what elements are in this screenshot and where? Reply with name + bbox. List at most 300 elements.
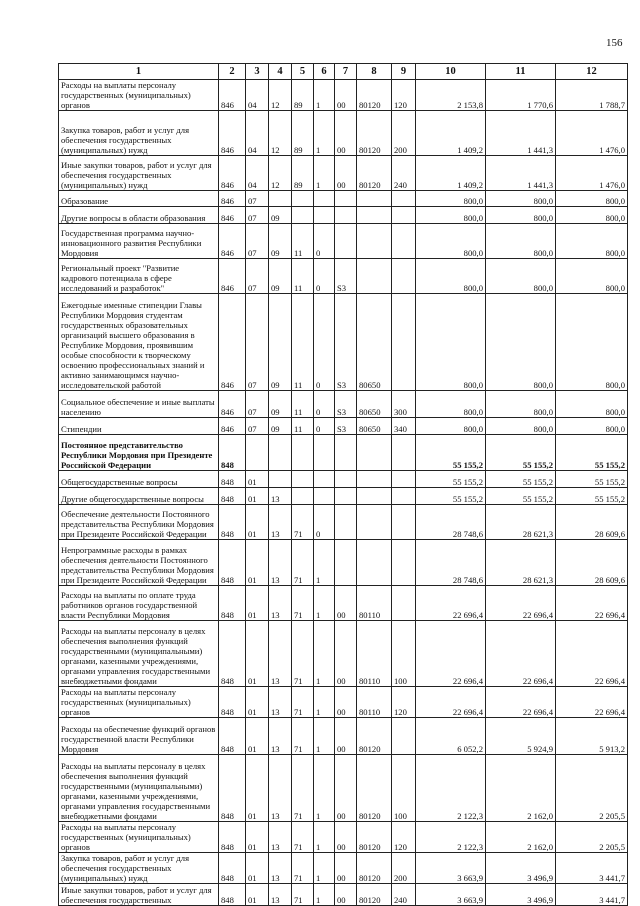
subsection-code-cell xyxy=(269,191,292,207)
subsection-code-cell xyxy=(269,435,292,471)
amount-col11-cell: 28 621,3 xyxy=(486,540,556,586)
expense-type-code-cell: 100 xyxy=(392,755,416,822)
amount-col12-cell: 800,0 xyxy=(556,259,628,294)
subprogram-code-cell xyxy=(314,207,335,224)
program-code-cell: 71 xyxy=(292,718,314,755)
header-cell: 11 xyxy=(486,64,556,80)
header-cell: 7 xyxy=(335,64,357,80)
item-name-cell: Закупка товаров, работ и услуг для обеспечения государственных (муниципальных) нужд xyxy=(59,111,219,156)
item-name-cell: Государственная программа научно-инновационного развития Республики Мордовия xyxy=(59,224,219,259)
direction-code-cell xyxy=(357,540,392,586)
amount-col12-cell: 800,0 xyxy=(556,207,628,224)
section-code-cell: 07 xyxy=(246,224,269,259)
subsection-code-cell xyxy=(269,471,292,488)
expense-type-code-cell: 100 xyxy=(392,621,416,687)
item-name-cell: Образование xyxy=(59,191,219,207)
program-code-cell: 89 xyxy=(292,156,314,191)
ministry-code-cell: 848 xyxy=(219,540,246,586)
ministry-code-cell: 848 xyxy=(219,822,246,853)
amount-col11-cell: 1 770,6 xyxy=(486,80,556,111)
project-code-cell: 00 xyxy=(335,755,357,822)
subsection-code-cell: 13 xyxy=(269,540,292,586)
ministry-code-cell: 848 xyxy=(219,586,246,621)
program-code-cell: 71 xyxy=(292,586,314,621)
direction-code-cell: 80120 xyxy=(357,111,392,156)
direction-code-cell xyxy=(357,505,392,540)
item-name-cell: Другие вопросы в области образования xyxy=(59,207,219,224)
amount-col12-cell: 2 205,5 xyxy=(556,822,628,853)
expense-type-code-cell xyxy=(392,505,416,540)
direction-code-cell: 80120 xyxy=(357,822,392,853)
table-row xyxy=(59,505,628,540)
program-code-cell: 71 xyxy=(292,621,314,687)
direction-code-cell: 80120 xyxy=(357,80,392,111)
program-code-cell xyxy=(292,471,314,488)
table-row xyxy=(59,259,628,294)
project-code-cell: 00 xyxy=(335,853,357,884)
expense-type-code-cell xyxy=(392,435,416,471)
section-code-cell: 07 xyxy=(246,207,269,224)
ministry-code-cell: 846 xyxy=(219,191,246,207)
amount-col10-cell: 3 663,9 xyxy=(416,884,486,906)
project-code-cell: 00 xyxy=(335,884,357,906)
amount-col11-cell: 22 696,4 xyxy=(486,687,556,718)
expense-type-code-cell: 120 xyxy=(392,822,416,853)
item-name-cell: Ежегодные именные стипендии Главы Республики Мордовия студентам государственных образовательных организаций высшего образования в Республике Мордовия, проявившим особые способности к творческому освоению профессиональных знаний и активно занимающимся научно-исследовательской работой xyxy=(59,294,219,391)
ministry-code-cell: 848 xyxy=(219,718,246,755)
program-code-cell: 71 xyxy=(292,884,314,906)
section-code-cell: 01 xyxy=(246,540,269,586)
section-code-cell: 01 xyxy=(246,718,269,755)
table-row xyxy=(59,80,628,111)
program-code-cell: 71 xyxy=(292,755,314,822)
table-row xyxy=(59,471,628,488)
ministry-code-cell: 848 xyxy=(219,435,246,471)
program-code-cell xyxy=(292,191,314,207)
project-code-cell: S3 xyxy=(335,294,357,391)
project-code-cell xyxy=(335,191,357,207)
program-code-cell: 71 xyxy=(292,540,314,586)
subprogram-code-cell: 1 xyxy=(314,621,335,687)
direction-code-cell: 80110 xyxy=(357,586,392,621)
project-code-cell: 00 xyxy=(335,156,357,191)
amount-col12-cell: 55 155,2 xyxy=(556,435,628,471)
direction-code-cell: 80110 xyxy=(357,621,392,687)
header-row xyxy=(59,64,628,80)
item-name-cell: Закупка товаров, работ и услуг для обеспечения государственных (муниципальных) нужд xyxy=(59,853,219,884)
amount-col12-cell: 3 441,7 xyxy=(556,853,628,884)
amount-col12-cell: 55 155,2 xyxy=(556,488,628,505)
section-code-cell: 04 xyxy=(246,156,269,191)
amount-col10-cell: 2 122,3 xyxy=(416,755,486,822)
subprogram-code-cell xyxy=(314,488,335,505)
expense-type-code-cell xyxy=(392,207,416,224)
subsection-code-cell: 12 xyxy=(269,111,292,156)
table-row xyxy=(59,294,628,391)
header-cell: 5 xyxy=(292,64,314,80)
amount-col10-cell: 2 122,3 xyxy=(416,822,486,853)
ministry-code-cell: 846 xyxy=(219,111,246,156)
subsection-code-cell: 13 xyxy=(269,853,292,884)
header-cell: 12 xyxy=(556,64,628,80)
item-name-cell: Непрограммные расходы в рамках обеспечения деятельности Постоянного представительства Республики Мордовия при Президенте Российской Федерации xyxy=(59,540,219,586)
subsection-code-cell: 13 xyxy=(269,822,292,853)
subprogram-code-cell: 1 xyxy=(314,755,335,822)
project-code-cell xyxy=(335,207,357,224)
subprogram-code-cell: 0 xyxy=(314,418,335,435)
subprogram-code-cell: 0 xyxy=(314,259,335,294)
expense-type-code-cell xyxy=(392,540,416,586)
subprogram-code-cell: 1 xyxy=(314,156,335,191)
table-row xyxy=(59,884,628,906)
direction-code-cell: 80650 xyxy=(357,418,392,435)
subprogram-code-cell: 1 xyxy=(314,540,335,586)
direction-code-cell xyxy=(357,259,392,294)
project-code-cell: S3 xyxy=(335,391,357,418)
item-name-cell: Расходы на выплаты по оплате труда работников органов государственной власти Республики Мордовия xyxy=(59,586,219,621)
amount-col11-cell: 800,0 xyxy=(486,207,556,224)
table-row xyxy=(59,621,628,687)
amount-col12-cell: 800,0 xyxy=(556,191,628,207)
amount-col11-cell: 28 621,3 xyxy=(486,505,556,540)
ministry-code-cell: 846 xyxy=(219,391,246,418)
amount-col12-cell: 55 155,2 xyxy=(556,471,628,488)
amount-col11-cell: 1 441,3 xyxy=(486,156,556,191)
project-code-cell xyxy=(335,540,357,586)
table-row xyxy=(59,586,628,621)
amount-col12-cell: 28 609,6 xyxy=(556,540,628,586)
subsection-code-cell: 13 xyxy=(269,488,292,505)
subprogram-code-cell: 1 xyxy=(314,80,335,111)
item-name-cell: Расходы на выплаты персоналу в целях обеспечения выполнения функций государственными (муниципальными) органами, казенными учреждениями, органами управления государственными внебюджетными фондами xyxy=(59,755,219,822)
expense-type-code-cell: 300 xyxy=(392,391,416,418)
direction-code-cell: 80650 xyxy=(357,391,392,418)
expense-type-code-cell: 120 xyxy=(392,80,416,111)
item-name-cell: Расходы на выплаты персоналу государственных (муниципальных) органов xyxy=(59,687,219,718)
project-code-cell xyxy=(335,435,357,471)
amount-col12-cell: 22 696,4 xyxy=(556,586,628,621)
amount-col11-cell: 55 155,2 xyxy=(486,488,556,505)
subsection-code-cell: 13 xyxy=(269,687,292,718)
subsection-code-cell: 09 xyxy=(269,391,292,418)
ministry-code-cell: 846 xyxy=(219,156,246,191)
program-code-cell: 11 xyxy=(292,418,314,435)
ministry-code-cell: 848 xyxy=(219,884,246,906)
ministry-code-cell: 848 xyxy=(219,621,246,687)
amount-col12-cell: 28 609,6 xyxy=(556,505,628,540)
expense-type-code-cell: 240 xyxy=(392,156,416,191)
budget-table xyxy=(58,63,628,906)
table-row xyxy=(59,156,628,191)
ministry-code-cell: 846 xyxy=(219,224,246,259)
amount-col10-cell: 800,0 xyxy=(416,391,486,418)
subprogram-code-cell xyxy=(314,435,335,471)
amount-col10-cell: 22 696,4 xyxy=(416,586,486,621)
program-code-cell: 11 xyxy=(292,391,314,418)
subsection-code-cell: 13 xyxy=(269,586,292,621)
expense-type-code-cell: 200 xyxy=(392,853,416,884)
section-code-cell: 07 xyxy=(246,391,269,418)
header-cell: 4 xyxy=(269,64,292,80)
amount-col10-cell: 28 748,6 xyxy=(416,505,486,540)
expense-type-code-cell xyxy=(392,488,416,505)
subsection-code-cell: 09 xyxy=(269,259,292,294)
subsection-code-cell: 12 xyxy=(269,80,292,111)
section-code-cell xyxy=(246,435,269,471)
section-code-cell: 01 xyxy=(246,687,269,718)
subsection-code-cell: 13 xyxy=(269,884,292,906)
ministry-code-cell: 846 xyxy=(219,294,246,391)
subsection-code-cell: 13 xyxy=(269,621,292,687)
amount-col10-cell: 800,0 xyxy=(416,294,486,391)
amount-col12-cell: 1 476,0 xyxy=(556,111,628,156)
table-row xyxy=(59,207,628,224)
table-row xyxy=(59,822,628,853)
table-row xyxy=(59,418,628,435)
table-row xyxy=(59,224,628,259)
item-name-cell: Расходы на выплаты персоналу государственных (муниципальных) органов xyxy=(59,80,219,111)
amount-col12-cell: 800,0 xyxy=(556,418,628,435)
subprogram-code-cell: 0 xyxy=(314,391,335,418)
direction-code-cell: 80120 xyxy=(357,156,392,191)
subsection-code-cell: 13 xyxy=(269,755,292,822)
section-code-cell: 01 xyxy=(246,884,269,906)
project-code-cell: 00 xyxy=(335,621,357,687)
ministry-code-cell: 848 xyxy=(219,853,246,884)
project-code-cell xyxy=(335,224,357,259)
ministry-code-cell: 848 xyxy=(219,471,246,488)
project-code-cell: 00 xyxy=(335,718,357,755)
ministry-code-cell: 848 xyxy=(219,687,246,718)
amount-col11-cell: 55 155,2 xyxy=(486,471,556,488)
section-code-cell: 07 xyxy=(246,294,269,391)
amount-col12-cell: 1 476,0 xyxy=(556,156,628,191)
direction-code-cell xyxy=(357,471,392,488)
subprogram-code-cell xyxy=(314,471,335,488)
amount-col11-cell: 55 155,2 xyxy=(486,435,556,471)
amount-col11-cell: 5 924,9 xyxy=(486,718,556,755)
ministry-code-cell: 848 xyxy=(219,755,246,822)
item-name-cell: Расходы на обеспечение функций органов государственной власти Республики Мордовия xyxy=(59,718,219,755)
amount-col11-cell: 800,0 xyxy=(486,391,556,418)
expense-type-code-cell xyxy=(392,718,416,755)
direction-code-cell xyxy=(357,435,392,471)
page-number: 156 xyxy=(606,37,623,49)
direction-code-cell: 80650 xyxy=(357,294,392,391)
amount-col11-cell: 2 162,0 xyxy=(486,822,556,853)
table-row xyxy=(59,853,628,884)
amount-col10-cell: 800,0 xyxy=(416,418,486,435)
amount-col12-cell: 800,0 xyxy=(556,391,628,418)
amount-col10-cell: 1 409,2 xyxy=(416,156,486,191)
amount-col11-cell: 800,0 xyxy=(486,418,556,435)
item-name-cell: Расходы на выплаты персоналу государственных (муниципальных) органов xyxy=(59,822,219,853)
amount-col11-cell: 800,0 xyxy=(486,259,556,294)
section-code-cell: 04 xyxy=(246,111,269,156)
ministry-code-cell: 846 xyxy=(219,80,246,111)
amount-col11-cell: 3 496,9 xyxy=(486,884,556,906)
project-code-cell: 00 xyxy=(335,822,357,853)
expense-type-code-cell xyxy=(392,259,416,294)
amount-col12-cell: 800,0 xyxy=(556,224,628,259)
amount-col10-cell: 800,0 xyxy=(416,207,486,224)
section-code-cell: 01 xyxy=(246,488,269,505)
program-code-cell: 89 xyxy=(292,111,314,156)
amount-col12-cell: 22 696,4 xyxy=(556,687,628,718)
amount-col11-cell: 22 696,4 xyxy=(486,586,556,621)
subsection-code-cell: 09 xyxy=(269,224,292,259)
program-code-cell xyxy=(292,207,314,224)
table-row xyxy=(59,435,628,471)
item-name-cell: Иные закупки товаров, работ и услуг для обеспечения государственных (муниципальных) нужд xyxy=(59,156,219,191)
header-cell: 3 xyxy=(246,64,269,80)
amount-col11-cell: 800,0 xyxy=(486,294,556,391)
direction-code-cell: 80120 xyxy=(357,755,392,822)
item-name-cell: Постоянное представительство Республики Мордовия при Президенте Российской Федерации xyxy=(59,435,219,471)
expense-type-code-cell: 120 xyxy=(392,687,416,718)
section-code-cell: 01 xyxy=(246,822,269,853)
amount-col12-cell: 3 441,7 xyxy=(556,884,628,906)
project-code-cell: 00 xyxy=(335,80,357,111)
amount-col11-cell: 1 441,3 xyxy=(486,111,556,156)
subprogram-code-cell: 0 xyxy=(314,224,335,259)
amount-col11-cell: 800,0 xyxy=(486,191,556,207)
project-code-cell: S3 xyxy=(335,418,357,435)
expense-type-code-cell: 340 xyxy=(392,418,416,435)
direction-code-cell: 80120 xyxy=(357,718,392,755)
header-cell: 8 xyxy=(357,64,392,80)
section-code-cell: 07 xyxy=(246,259,269,294)
section-code-cell: 01 xyxy=(246,853,269,884)
section-code-cell: 04 xyxy=(246,80,269,111)
ministry-code-cell: 848 xyxy=(219,488,246,505)
amount-col10-cell: 800,0 xyxy=(416,224,486,259)
table-row xyxy=(59,111,628,156)
subsection-code-cell: 13 xyxy=(269,718,292,755)
item-name-cell: Стипендии xyxy=(59,418,219,435)
section-code-cell: 07 xyxy=(246,418,269,435)
header-cell: 2 xyxy=(219,64,246,80)
section-code-cell: 01 xyxy=(246,621,269,687)
subprogram-code-cell: 1 xyxy=(314,718,335,755)
ministry-code-cell: 848 xyxy=(219,505,246,540)
program-code-cell: 11 xyxy=(292,294,314,391)
amount-col10-cell: 55 155,2 xyxy=(416,471,486,488)
program-code-cell: 89 xyxy=(292,80,314,111)
amount-col10-cell: 22 696,4 xyxy=(416,687,486,718)
section-code-cell: 01 xyxy=(246,755,269,822)
table-row xyxy=(59,391,628,418)
program-code-cell: 71 xyxy=(292,822,314,853)
amount-col10-cell: 28 748,6 xyxy=(416,540,486,586)
program-code-cell: 71 xyxy=(292,505,314,540)
expense-type-code-cell xyxy=(392,294,416,391)
amount-col10-cell: 800,0 xyxy=(416,259,486,294)
subsection-code-cell: 12 xyxy=(269,156,292,191)
table-row xyxy=(59,687,628,718)
item-name-cell: Региональный проект "Развитие кадрового потенциала в сфере исследований и разработок" xyxy=(59,259,219,294)
table-row xyxy=(59,488,628,505)
program-code-cell: 11 xyxy=(292,259,314,294)
direction-code-cell xyxy=(357,224,392,259)
expense-type-code-cell xyxy=(392,191,416,207)
project-code-cell xyxy=(335,471,357,488)
project-code-cell: 00 xyxy=(335,586,357,621)
project-code-cell: 00 xyxy=(335,111,357,156)
header-cell: 1 xyxy=(59,64,219,80)
item-name-cell: Общегосударственные вопросы xyxy=(59,471,219,488)
amount-col10-cell: 2 153,8 xyxy=(416,80,486,111)
subprogram-code-cell: 1 xyxy=(314,853,335,884)
amount-col11-cell: 2 162,0 xyxy=(486,755,556,822)
program-code-cell: 71 xyxy=(292,853,314,884)
header-cell: 10 xyxy=(416,64,486,80)
program-code-cell: 11 xyxy=(292,224,314,259)
project-code-cell xyxy=(335,505,357,540)
direction-code-cell: 80110 xyxy=(357,687,392,718)
amount-col12-cell: 1 788,7 xyxy=(556,80,628,111)
item-name-cell: Иные закупки товаров, работ и услуг для обеспечения государственных xyxy=(59,884,219,906)
subprogram-code-cell: 0 xyxy=(314,505,335,540)
section-code-cell: 07 xyxy=(246,191,269,207)
subprogram-code-cell: 1 xyxy=(314,884,335,906)
amount-col10-cell: 800,0 xyxy=(416,191,486,207)
expense-type-code-cell: 240 xyxy=(392,884,416,906)
amount-col10-cell: 55 155,2 xyxy=(416,435,486,471)
table-row xyxy=(59,191,628,207)
program-code-cell xyxy=(292,435,314,471)
header-cell: 6 xyxy=(314,64,335,80)
subprogram-code-cell: 1 xyxy=(314,687,335,718)
project-code-cell: 00 xyxy=(335,687,357,718)
ministry-code-cell: 846 xyxy=(219,418,246,435)
section-code-cell: 01 xyxy=(246,505,269,540)
amount-col10-cell: 6 052,2 xyxy=(416,718,486,755)
direction-code-cell: 80120 xyxy=(357,853,392,884)
amount-col10-cell: 22 696,4 xyxy=(416,621,486,687)
table-row xyxy=(59,540,628,586)
item-name-cell: Обеспечение деятельности Постоянного представительства Республики Мордовия при Президенте Российской Федерации xyxy=(59,505,219,540)
subsection-code-cell: 09 xyxy=(269,207,292,224)
section-code-cell: 01 xyxy=(246,586,269,621)
table-row xyxy=(59,755,628,822)
subprogram-code-cell xyxy=(314,191,335,207)
item-name-cell: Социальное обеспечение и иные выплаты населению xyxy=(59,391,219,418)
subprogram-code-cell: 1 xyxy=(314,111,335,156)
expense-type-code-cell xyxy=(392,471,416,488)
amount-col12-cell: 800,0 xyxy=(556,294,628,391)
direction-code-cell xyxy=(357,488,392,505)
subprogram-code-cell: 0 xyxy=(314,294,335,391)
program-code-cell xyxy=(292,488,314,505)
amount-col10-cell: 1 409,2 xyxy=(416,111,486,156)
amount-col11-cell: 800,0 xyxy=(486,224,556,259)
amount-col12-cell: 22 696,4 xyxy=(556,621,628,687)
ministry-code-cell: 846 xyxy=(219,259,246,294)
subprogram-code-cell: 1 xyxy=(314,586,335,621)
amount-col10-cell: 55 155,2 xyxy=(416,488,486,505)
subprogram-code-cell: 1 xyxy=(314,822,335,853)
item-name-cell: Расходы на выплаты персоналу в целях обеспечения выполнения функций государственными (муниципальными) органами, казенными учреждениями, органами управления государственными внебюджетными фондами xyxy=(59,621,219,687)
table-row xyxy=(59,718,628,755)
project-code-cell xyxy=(335,488,357,505)
amount-col12-cell: 2 205,5 xyxy=(556,755,628,822)
project-code-cell: S3 xyxy=(335,259,357,294)
expense-type-code-cell: 200 xyxy=(392,111,416,156)
amount-col12-cell: 5 913,2 xyxy=(556,718,628,755)
amount-col11-cell: 3 496,9 xyxy=(486,853,556,884)
direction-code-cell xyxy=(357,207,392,224)
